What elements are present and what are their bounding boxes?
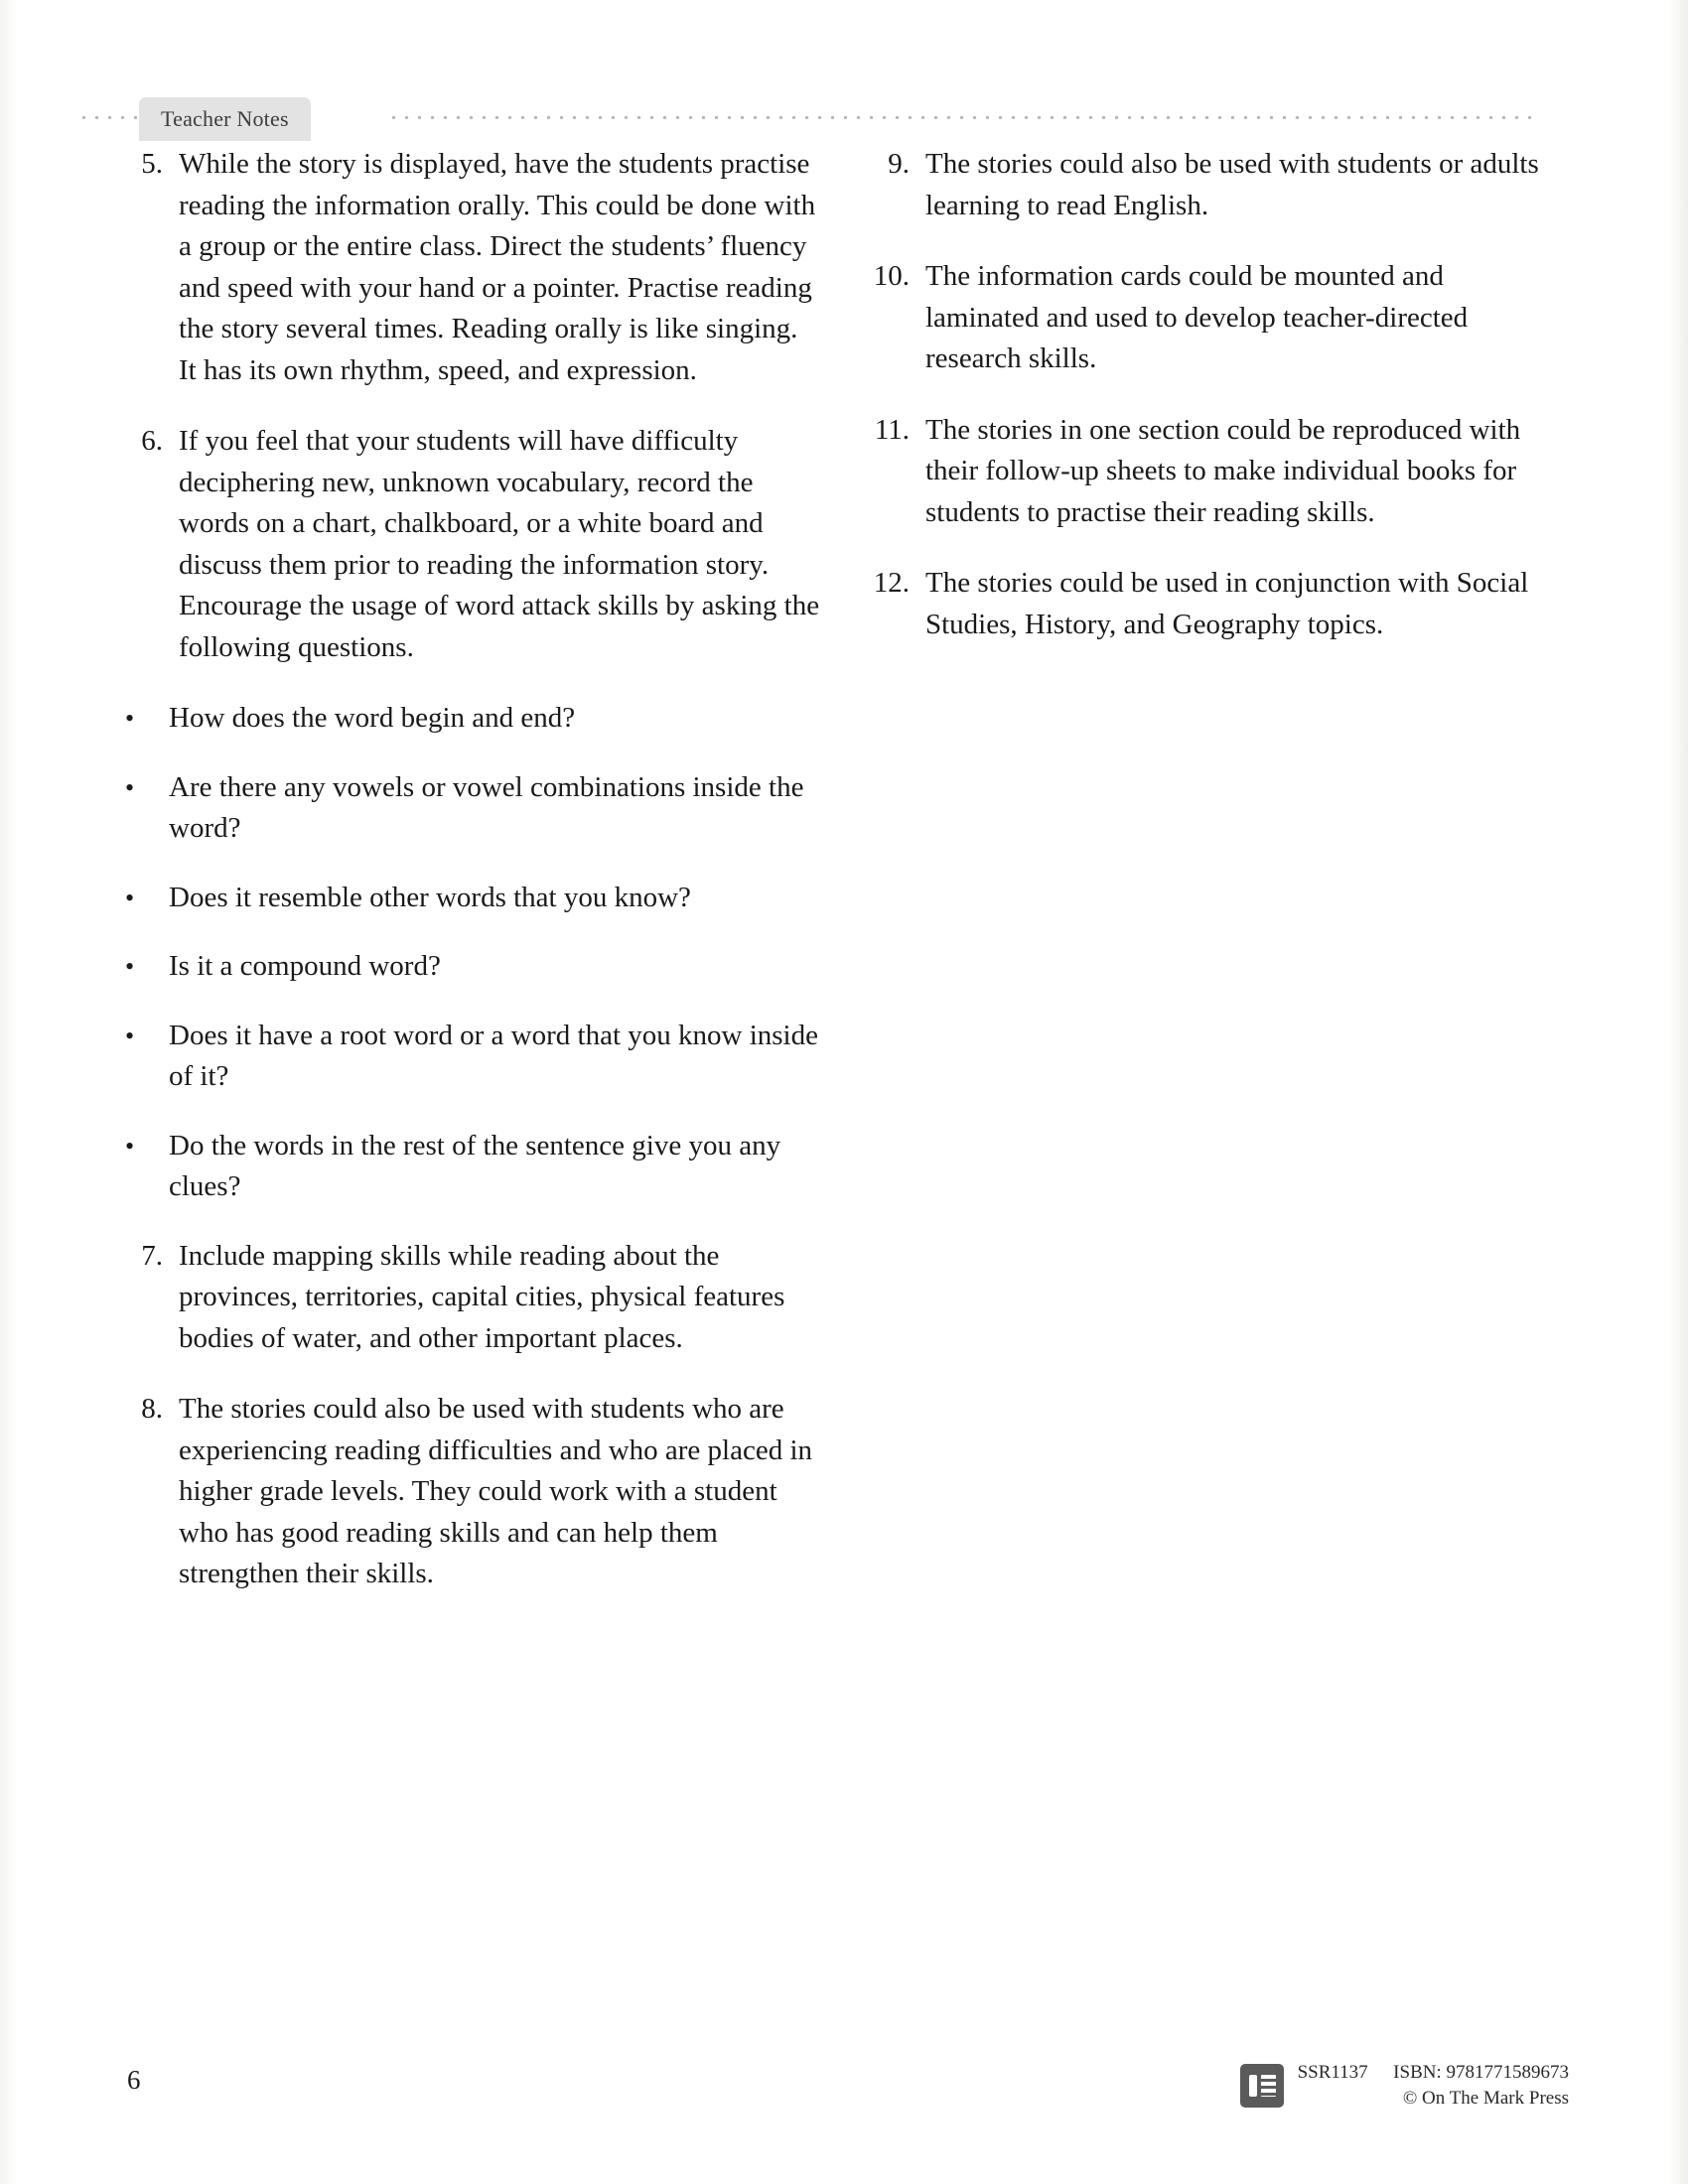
list-item-text: The stories could be used in conjunction with Social Studies, History, and Geography topics.	[925, 567, 1529, 640]
list-item-number: 6.	[141, 425, 163, 457]
list-item-number: 10.	[873, 260, 910, 292]
list-item	[854, 256, 1549, 380]
left-column	[107, 144, 822, 1625]
list-item	[107, 1236, 822, 1360]
list-item	[854, 144, 1549, 226]
word-attack-question-list	[107, 698, 822, 1208]
footer-imprint	[1240, 2060, 1569, 2112]
list-item	[107, 1016, 822, 1098]
list-item-text: If you feel that your students will have difficulty deciphering new, unknown vocabulary, record the words on a chart, chalkboard, or a white board and discuss them prior to reading the information story. Encourage the usage of word attack skills by asking the following questions.	[179, 425, 820, 663]
list-item	[107, 421, 822, 668]
list-item-number: 12.	[873, 567, 910, 599]
bullet-icon: •	[125, 704, 135, 733]
list-item-number: 8.	[141, 1393, 163, 1425]
bullet-icon: •	[125, 1021, 135, 1050]
page-header	[0, 48, 1688, 131]
list-item	[107, 1126, 822, 1208]
bullet-text: Does it resemble other words that you know?	[169, 881, 691, 913]
bullet-text: Are there any vowels or vowel combinations inside the word?	[169, 770, 804, 844]
list-item	[107, 946, 822, 988]
page-edge-shadow-right	[1668, 0, 1688, 2184]
bullet-icon: •	[125, 1131, 135, 1160]
page-number: 6	[127, 2065, 141, 2095]
list-item	[107, 1389, 822, 1595]
bullet-icon: •	[125, 883, 135, 912]
footer-code-line	[1298, 2060, 1569, 2086]
footer-text-block	[1298, 2060, 1569, 2112]
list-item-text: The information cards could be mounted and laminated and used to develop teacher-directed research skills.	[925, 260, 1469, 374]
page-edge-shadow-left	[0, 0, 16, 2184]
header-dotted-rule-right	[387, 115, 1539, 119]
list-item	[107, 878, 822, 919]
bullet-icon: •	[125, 772, 135, 802]
bullet-text: Do the words in the rest of the sentence give you any clues?	[169, 1129, 781, 1202]
bullet-icon: •	[125, 952, 135, 981]
list-item-text: The stories in one section could be reproduced with their follow-up sheets to make individual books for students to practise their reading skills.	[925, 413, 1521, 528]
list-item-text: The stories could also be used with students or adults learning to read English.	[925, 148, 1539, 221]
list-item	[107, 144, 822, 391]
list-item	[107, 698, 822, 740]
copyright-text: © On The Mark Press	[1402, 2088, 1569, 2109]
bullet-text: Does it have a root word or a word that you know inside of it?	[169, 1019, 818, 1092]
bullet-text: Is it a compound word?	[169, 950, 441, 982]
list-item-text: The stories could also be used with students who are experiencing reading difficulties and who are placed in higher grade levels. They could work with a student who has good reading skills and can help them strengthen their skills.	[179, 1393, 813, 1589]
list-item-number: 7.	[141, 1239, 163, 1272]
header-section-tab-label: Teacher Notes	[161, 106, 289, 131]
list-item-text: Include mapping skills while reading about the provinces, territories, capital cities, physical features bodies of water, and other important places.	[179, 1239, 785, 1354]
list-item-text: While the story is displayed, have the students practise reading the information orally. This could be done with a group or the entire class. Direct the students’ fluency and speed with your hand or a pointer. Practise reading the story several times. Reading orally is like singing. It has its own rhythm, speed, and expression.	[179, 148, 816, 386]
list-item-number: 9.	[888, 148, 910, 180]
publisher-logo-icon	[1240, 2064, 1284, 2108]
list-item	[854, 563, 1549, 645]
list-item-number: 5.	[141, 148, 163, 180]
header-dotted-rule-left	[77, 115, 137, 119]
list-item-number: 11.	[874, 413, 910, 446]
list-item	[854, 410, 1549, 534]
header-section-tab	[139, 97, 311, 141]
list-item	[107, 767, 822, 850]
right-column	[854, 144, 1549, 675]
bullet-text: How does the word begin and end?	[169, 702, 576, 734]
product-code: SSR1137	[1297, 2062, 1368, 2083]
isbn-text: ISBN: 9781771589673	[1393, 2062, 1569, 2083]
